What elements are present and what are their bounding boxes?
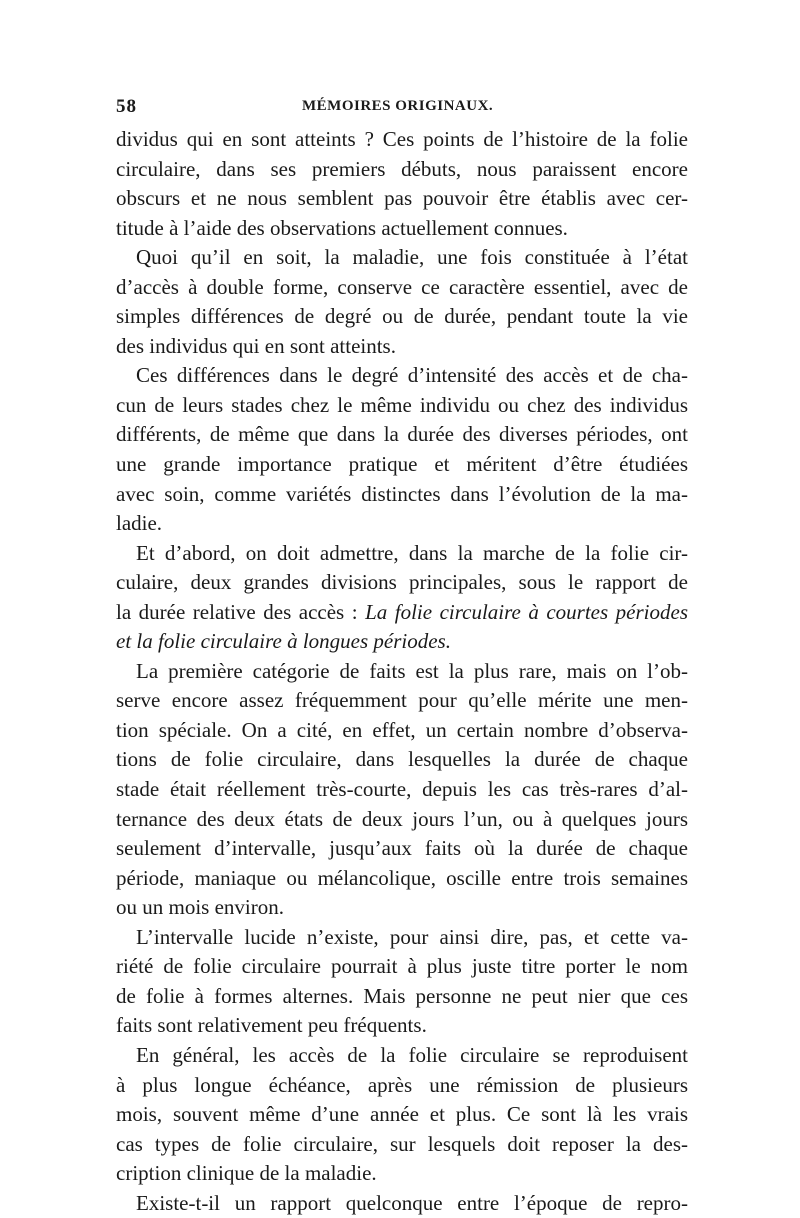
text-line: culaire, deux grandes divisions principales, sous le rapport de: [116, 570, 688, 595]
text-line: à plus longue échéance, après une rémission de plusieurs: [116, 1072, 688, 1097]
text-line-mixed: [116, 598, 688, 628]
text-line: cas types de folie circulaire, sur lesquels doit reposer la des-: [116, 1131, 688, 1156]
text-line: ou un mois environ.: [116, 895, 284, 920]
text-line: Ces différences dans le degré d’intensité des accès et de cha-: [136, 363, 688, 388]
text-line: seulement d’intervalle, jusqu’aux faits où la durée de chaque: [116, 836, 688, 861]
page-header: [116, 96, 688, 120]
text-line: et la folie circulaire à longues périodes.: [116, 629, 451, 654]
text-line: d’accès à double forme, conserve ce caractère essentiel, avec de: [116, 274, 688, 299]
text-line: cun de leurs stades chez le même individu ou chez des individus: [116, 392, 688, 417]
text-line: ternance des deux états de deux jours l’un, ou à quelques jours: [116, 806, 688, 831]
text-line: Et d’abord, on doit admettre, dans la marche de la folie cir-: [136, 540, 688, 565]
body-text: [116, 125, 688, 1218]
text-line: En général, les accès de la folie circulaire se reproduisent: [136, 1042, 688, 1067]
page-number: 58: [116, 96, 137, 117]
italic-segment: La folie circulaire à courtes périodes: [365, 599, 688, 624]
text-line: tions de folie circulaire, dans lesquelles la durée de chaque: [116, 747, 688, 772]
text-line: stade était réellement très-courte, depuis les cas très-rares d’al-: [116, 777, 688, 802]
text-line: riété de folie circulaire pourrait à plus juste titre porter le nom: [116, 954, 688, 979]
text-line: ladie.: [116, 511, 163, 536]
text-line: avec soin, comme variétés distinctes dans l’évolution de la ma-: [116, 481, 688, 506]
text-line: titude à l’aide des observations actuellement connues.: [116, 215, 568, 240]
text-line: faits sont relativement peu fréquents.: [116, 1013, 427, 1038]
text-line: tion spéciale. On a cité, en effet, un certain nombre d’observa-: [116, 717, 688, 742]
text-line: La première catégorie de faits est la plus rare, mais on l’ob-: [136, 658, 688, 683]
text-line: cription clinique de la maladie.: [116, 1161, 377, 1186]
text-line: Existe-t-il un rapport quelconque entre l’époque de repro-: [136, 1190, 688, 1215]
text-line: de folie à formes alternes. Mais personne ne peut nier que ces: [116, 983, 688, 1008]
text-line: L’intervalle lucide n’existe, pour ainsi dire, pas, et cette va-: [136, 924, 688, 949]
text-line: Quoi qu’il en soit, la maladie, une fois constituée à l’état: [136, 245, 688, 270]
text-line: une grande importance pratique et méritent d’être étudiées: [116, 452, 688, 477]
text-line: obscurs et ne nous semblent pas pouvoir être établis avec cer-: [116, 186, 688, 211]
text-line: différents, de même que dans la durée des diverses périodes, ont: [116, 422, 688, 447]
text-line: dividus qui en sont atteints ? Ces points de l’histoire de la folie: [116, 127, 688, 151]
running-head: MÉMOIRES ORIGINAUX.: [302, 98, 494, 114]
text-line: serve encore assez fréquemment pour qu’elle mérite une men-: [116, 688, 688, 713]
text-segment: la durée relative des accès :: [116, 599, 358, 624]
text-line: mois, souvent même d’une année et plus. Ce sont là les vrais: [116, 1102, 688, 1127]
text-line: simples différences de degré ou de durée, pendant toute la vie: [116, 304, 688, 329]
text-line: circulaire, dans ses premiers débuts, nous paraissent encore: [116, 156, 688, 181]
text-line: des individus qui en sont atteints.: [116, 333, 396, 358]
text-line: période, maniaque ou mélancolique, oscille entre trois semaines: [116, 865, 688, 890]
